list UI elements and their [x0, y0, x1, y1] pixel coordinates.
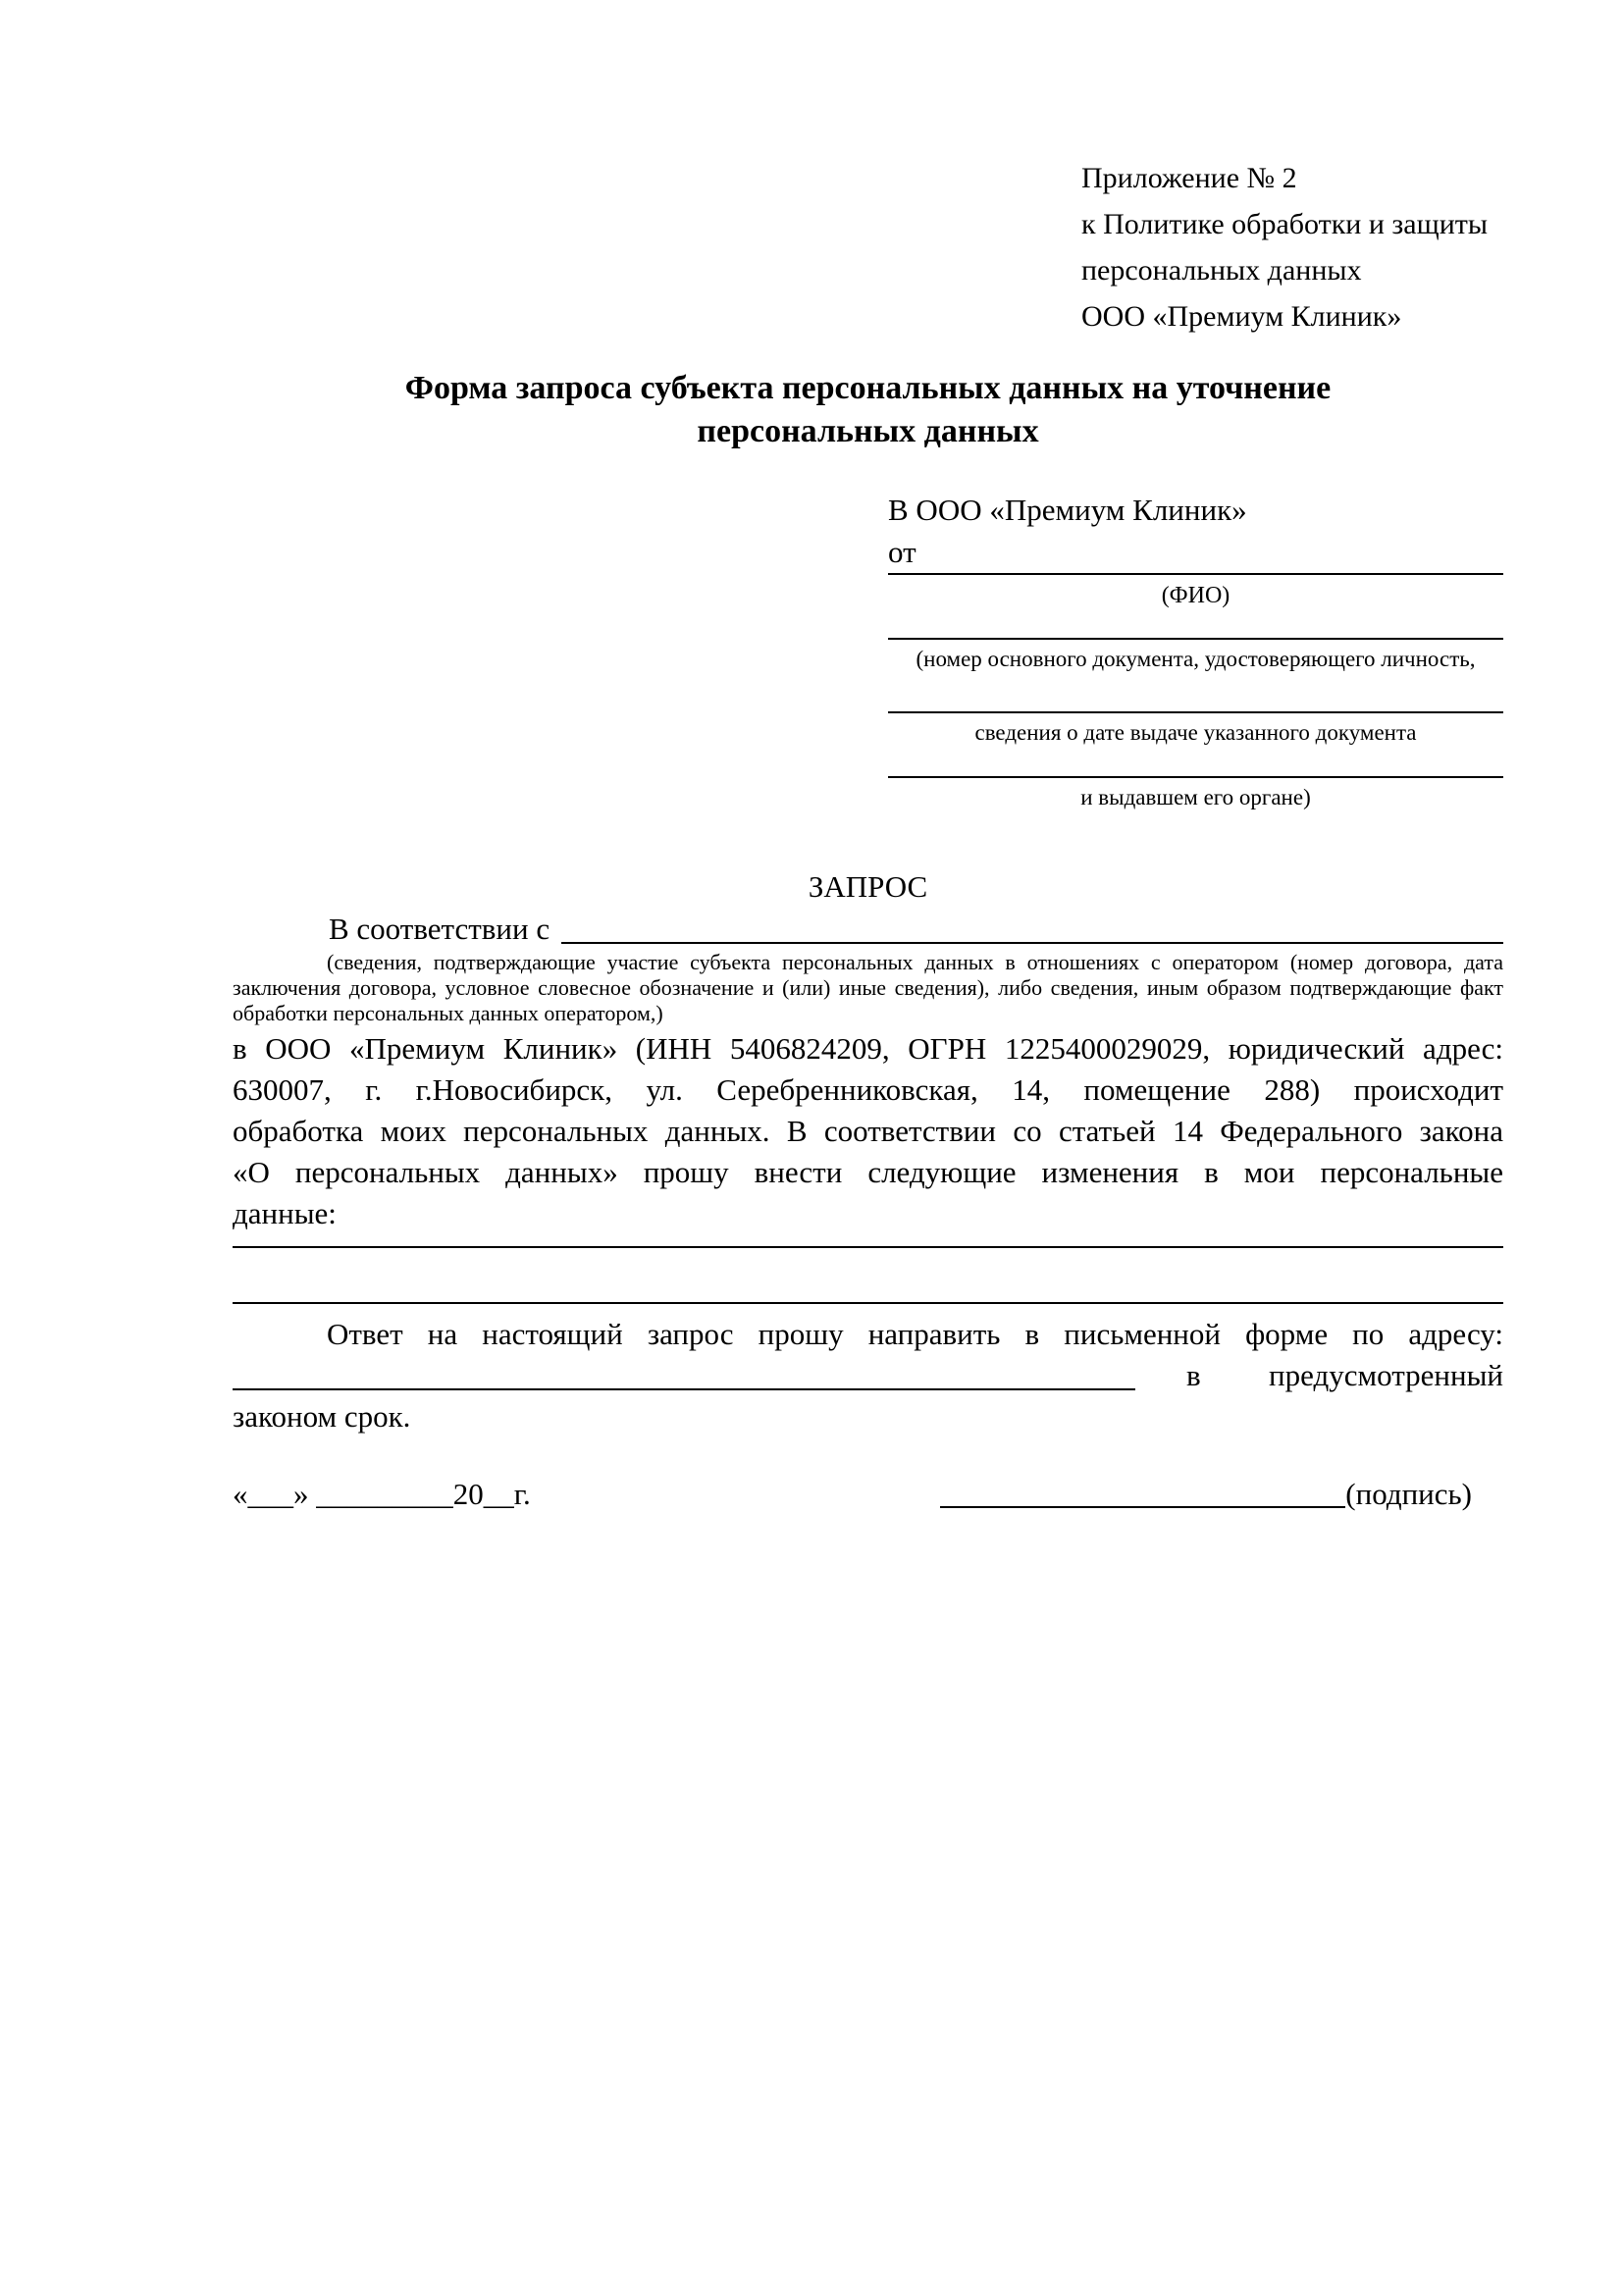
body-line: «О персональных данных» прошу внести следующие изменения в мои персональные — [233, 1155, 1503, 1189]
body-line: обработка моих персональных данных. В соответствии со статьей 14 Федерального закона — [233, 1114, 1503, 1148]
according-note — [233, 950, 1503, 1026]
body-line: данные: — [233, 1196, 337, 1230]
reply-address-row — [233, 1355, 1503, 1396]
body-line: 630007, г. г.Новосибирск, ул. Серебренниковская, 14, помещение 288) происходит — [233, 1072, 1503, 1107]
recipient-line: В ООО «Премиум Клиник» — [888, 493, 1247, 527]
according-line — [233, 908, 1503, 950]
reply-paragraph: Ответ на настоящий запрос прошу направить в письменной форме по адресу: — [327, 1317, 1503, 1351]
note-line: (сведения, подтверждающие участие субъекта персональных данных в отношениях с оператором (номер договора, дата — [327, 950, 1503, 974]
appendix-line-4: ООО «Премиум Клиник» — [1081, 300, 1402, 333]
appendix-line-2: к Политике обработки и защиты — [1081, 208, 1489, 240]
appendix-line-1: Приложение № 2 — [1081, 162, 1297, 194]
address-blank-line — [233, 1388, 1135, 1390]
reply-tail: законом срок. — [233, 1399, 411, 1434]
reply-word-right: предусмотренный — [1269, 1358, 1503, 1392]
signature-group — [940, 1473, 1472, 1516]
changes-blank-line-1 — [233, 1246, 1503, 1248]
signature-caption: (подпись) — [1345, 1477, 1472, 1511]
issuer-caption: и выдавшем его органе) — [1080, 785, 1311, 809]
appendix-header — [1081, 155, 1503, 339]
issue-date-field-line — [888, 711, 1503, 713]
signature-blank-line — [940, 1506, 1345, 1508]
date-line: «___» _________20__г. — [233, 1477, 531, 1511]
changes-blank-line-2 — [233, 1302, 1503, 1304]
according-blank-line — [561, 942, 1503, 944]
note-line: заключения договора, условное словесное обозначение и (или) иные сведения), либо сведения, иным образом подтверждающие факт — [233, 975, 1503, 1000]
from-label: от — [888, 535, 916, 569]
issue-date-caption: сведения о дате выдаче указанного документа — [974, 720, 1417, 745]
date-signature-row — [233, 1473, 1503, 1516]
body-line: в ООО «Премиум Клиник» (ИНН 5406824209, ОГРН 1225400029029, юридический адрес: — [233, 1031, 1503, 1066]
document-number-caption: (номер основного документа, удостоверяющего личность, — [916, 647, 1476, 671]
fio-caption: (ФИО) — [1161, 583, 1230, 608]
document-title: Форма запроса субъекта персональных данных на уточнение персональных данных — [404, 370, 1332, 449]
note-line: обработки персональных данных оператором,) — [233, 1001, 663, 1025]
fio-field-line — [888, 573, 1503, 575]
appendix-line-3: персональных данных — [1081, 254, 1362, 287]
issuer-field-line — [888, 776, 1503, 778]
reply-word-in: в — [1186, 1358, 1201, 1392]
document-number-field-line — [888, 638, 1503, 640]
according-prefix: В соответствии с — [329, 912, 550, 946]
request-heading: ЗАПРОС — [808, 869, 928, 904]
addressee-block — [888, 489, 1503, 811]
body-paragraph — [233, 1028, 1503, 1234]
